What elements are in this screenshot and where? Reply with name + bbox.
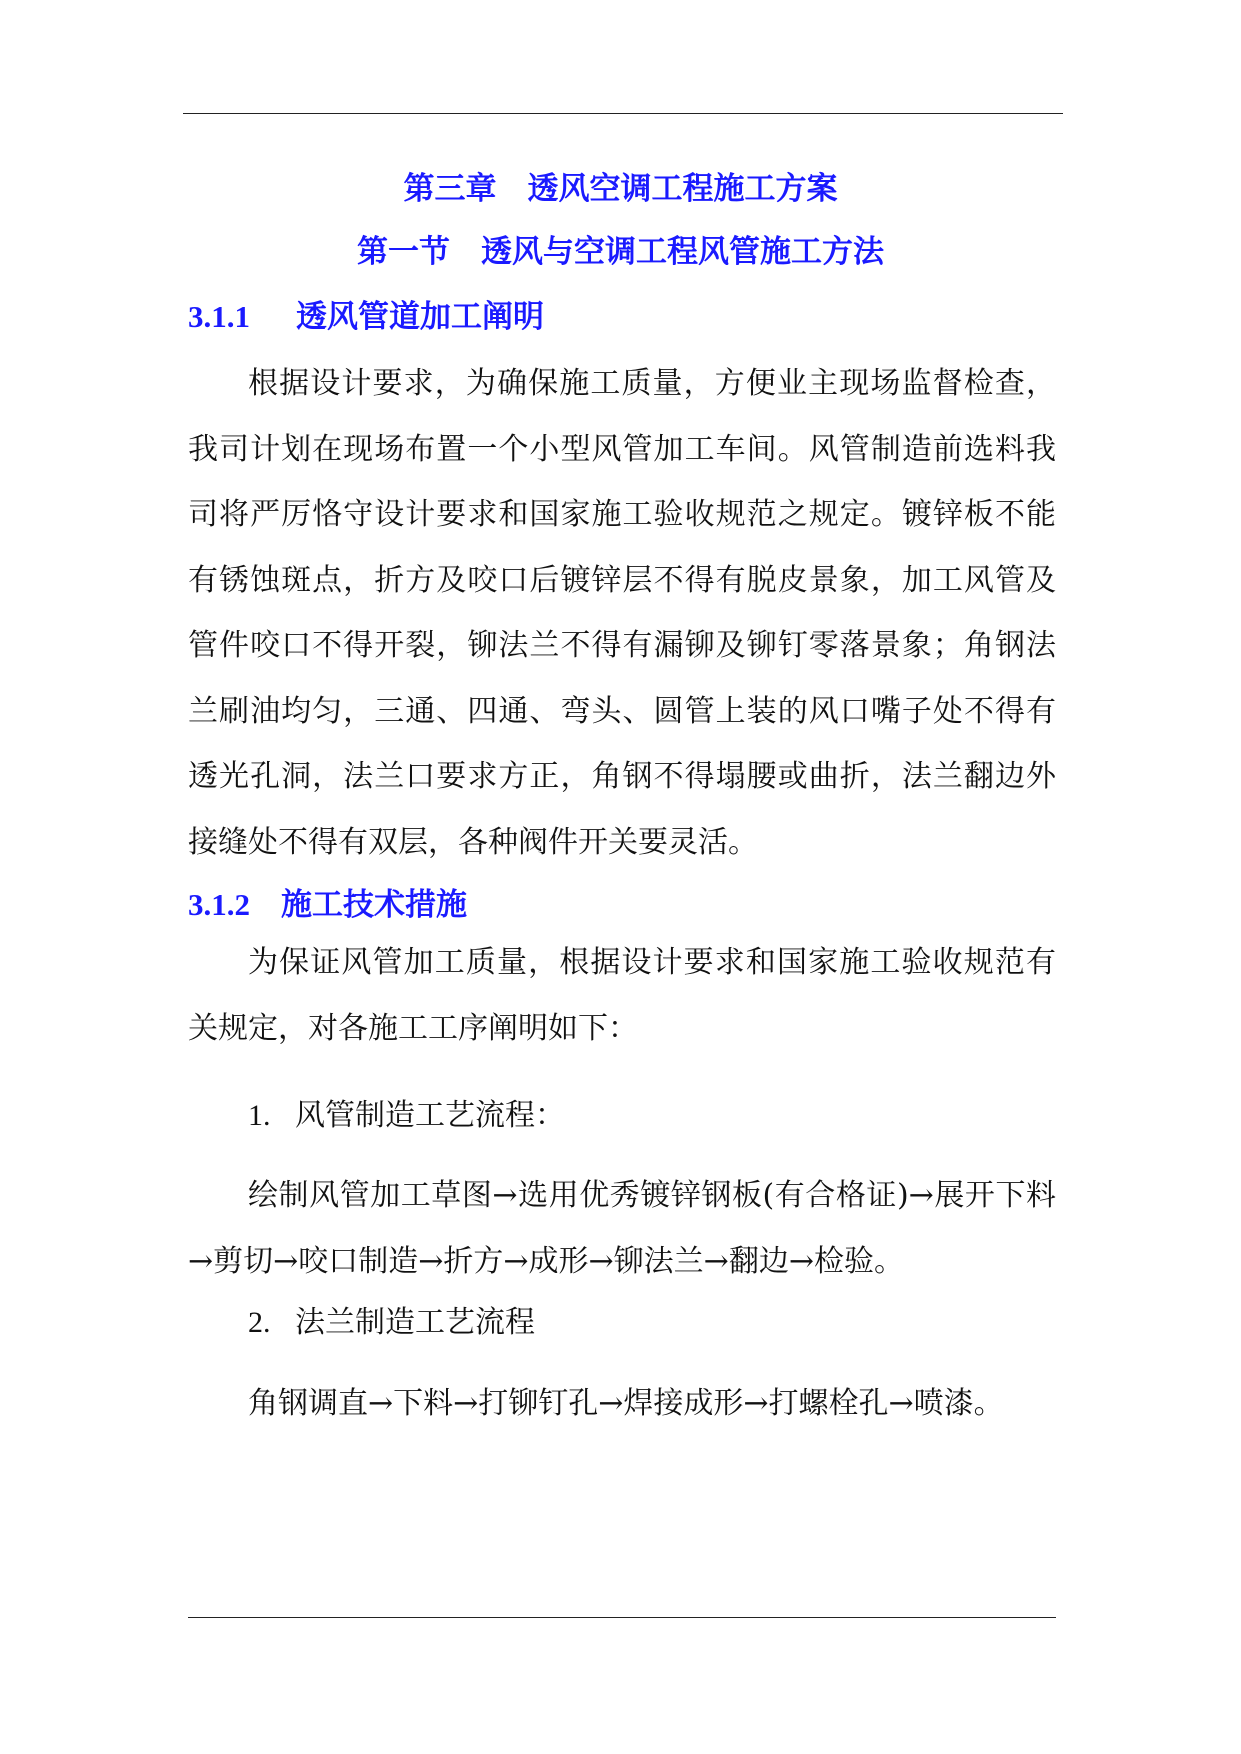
section-title: 第一节 透风与空调工程风管施工方法 xyxy=(357,234,884,270)
flow-number: 2. xyxy=(248,1306,271,1339)
subsection-title: 施工技术措施 xyxy=(281,887,467,923)
subsection-title: 透风管道加工阐明 xyxy=(296,299,544,335)
subsection-heading-3-1-2 xyxy=(188,879,467,924)
subsection-number: 3.1.1 xyxy=(188,299,250,334)
flow-text: 绘制风管加工草图→选用优秀镀锌钢板(有合格证)→展开下料→剪切→咬口制造→折方→成形→铆法兰→翻边→检验。 xyxy=(188,1178,1056,1279)
footer-rule xyxy=(188,1617,1056,1618)
header-rule xyxy=(183,113,1063,114)
body-paragraph: 为保证风管加工质量，根据设计要求和国家施工验收规范有关规定，对各施工工序阐明如下： xyxy=(188,945,1056,1046)
flow-heading-1 xyxy=(248,1090,565,1134)
body-paragraph: 根据设计要求，为确保施工质量，方便业主现场监督检查，我司计划在现场布置一个小型风管加工车间。风管制造前选料我司将严厉恪守设计要求和国家施工验收规范之规定。镀锌板不能有锈蚀斑点，折方及咬口后镀锌层不得有脱皮景象，加工风管及管件咬口不得开裂，铆法兰不得有漏铆及铆钉零落景象；角钢法兰刷油均匀，三通、四通、弯头、圆管上装的风口嘴子处不得有透光孔洞，法兰口要求方正，角钢不得塌腰或曲折，法兰翻边外接缝处不得有双层，各种阀件开关要灵活。 xyxy=(188,366,1056,860)
flow-title: 法兰制造工艺流程 xyxy=(295,1305,535,1340)
flow-title: 风管制造工艺流程： xyxy=(295,1098,565,1133)
subsection-number: 3.1.2 xyxy=(188,887,250,922)
subsection-heading-3-1-1 xyxy=(188,291,544,336)
chapter-title: 第三章 透风空调工程施工方案 xyxy=(403,171,838,207)
flow-heading-2 xyxy=(248,1297,535,1341)
flow-text: 角钢调直→下料→打铆钉孔→焊接成形→打螺栓孔→喷漆。 xyxy=(248,1386,1004,1421)
flow-number: 1. xyxy=(248,1099,271,1132)
